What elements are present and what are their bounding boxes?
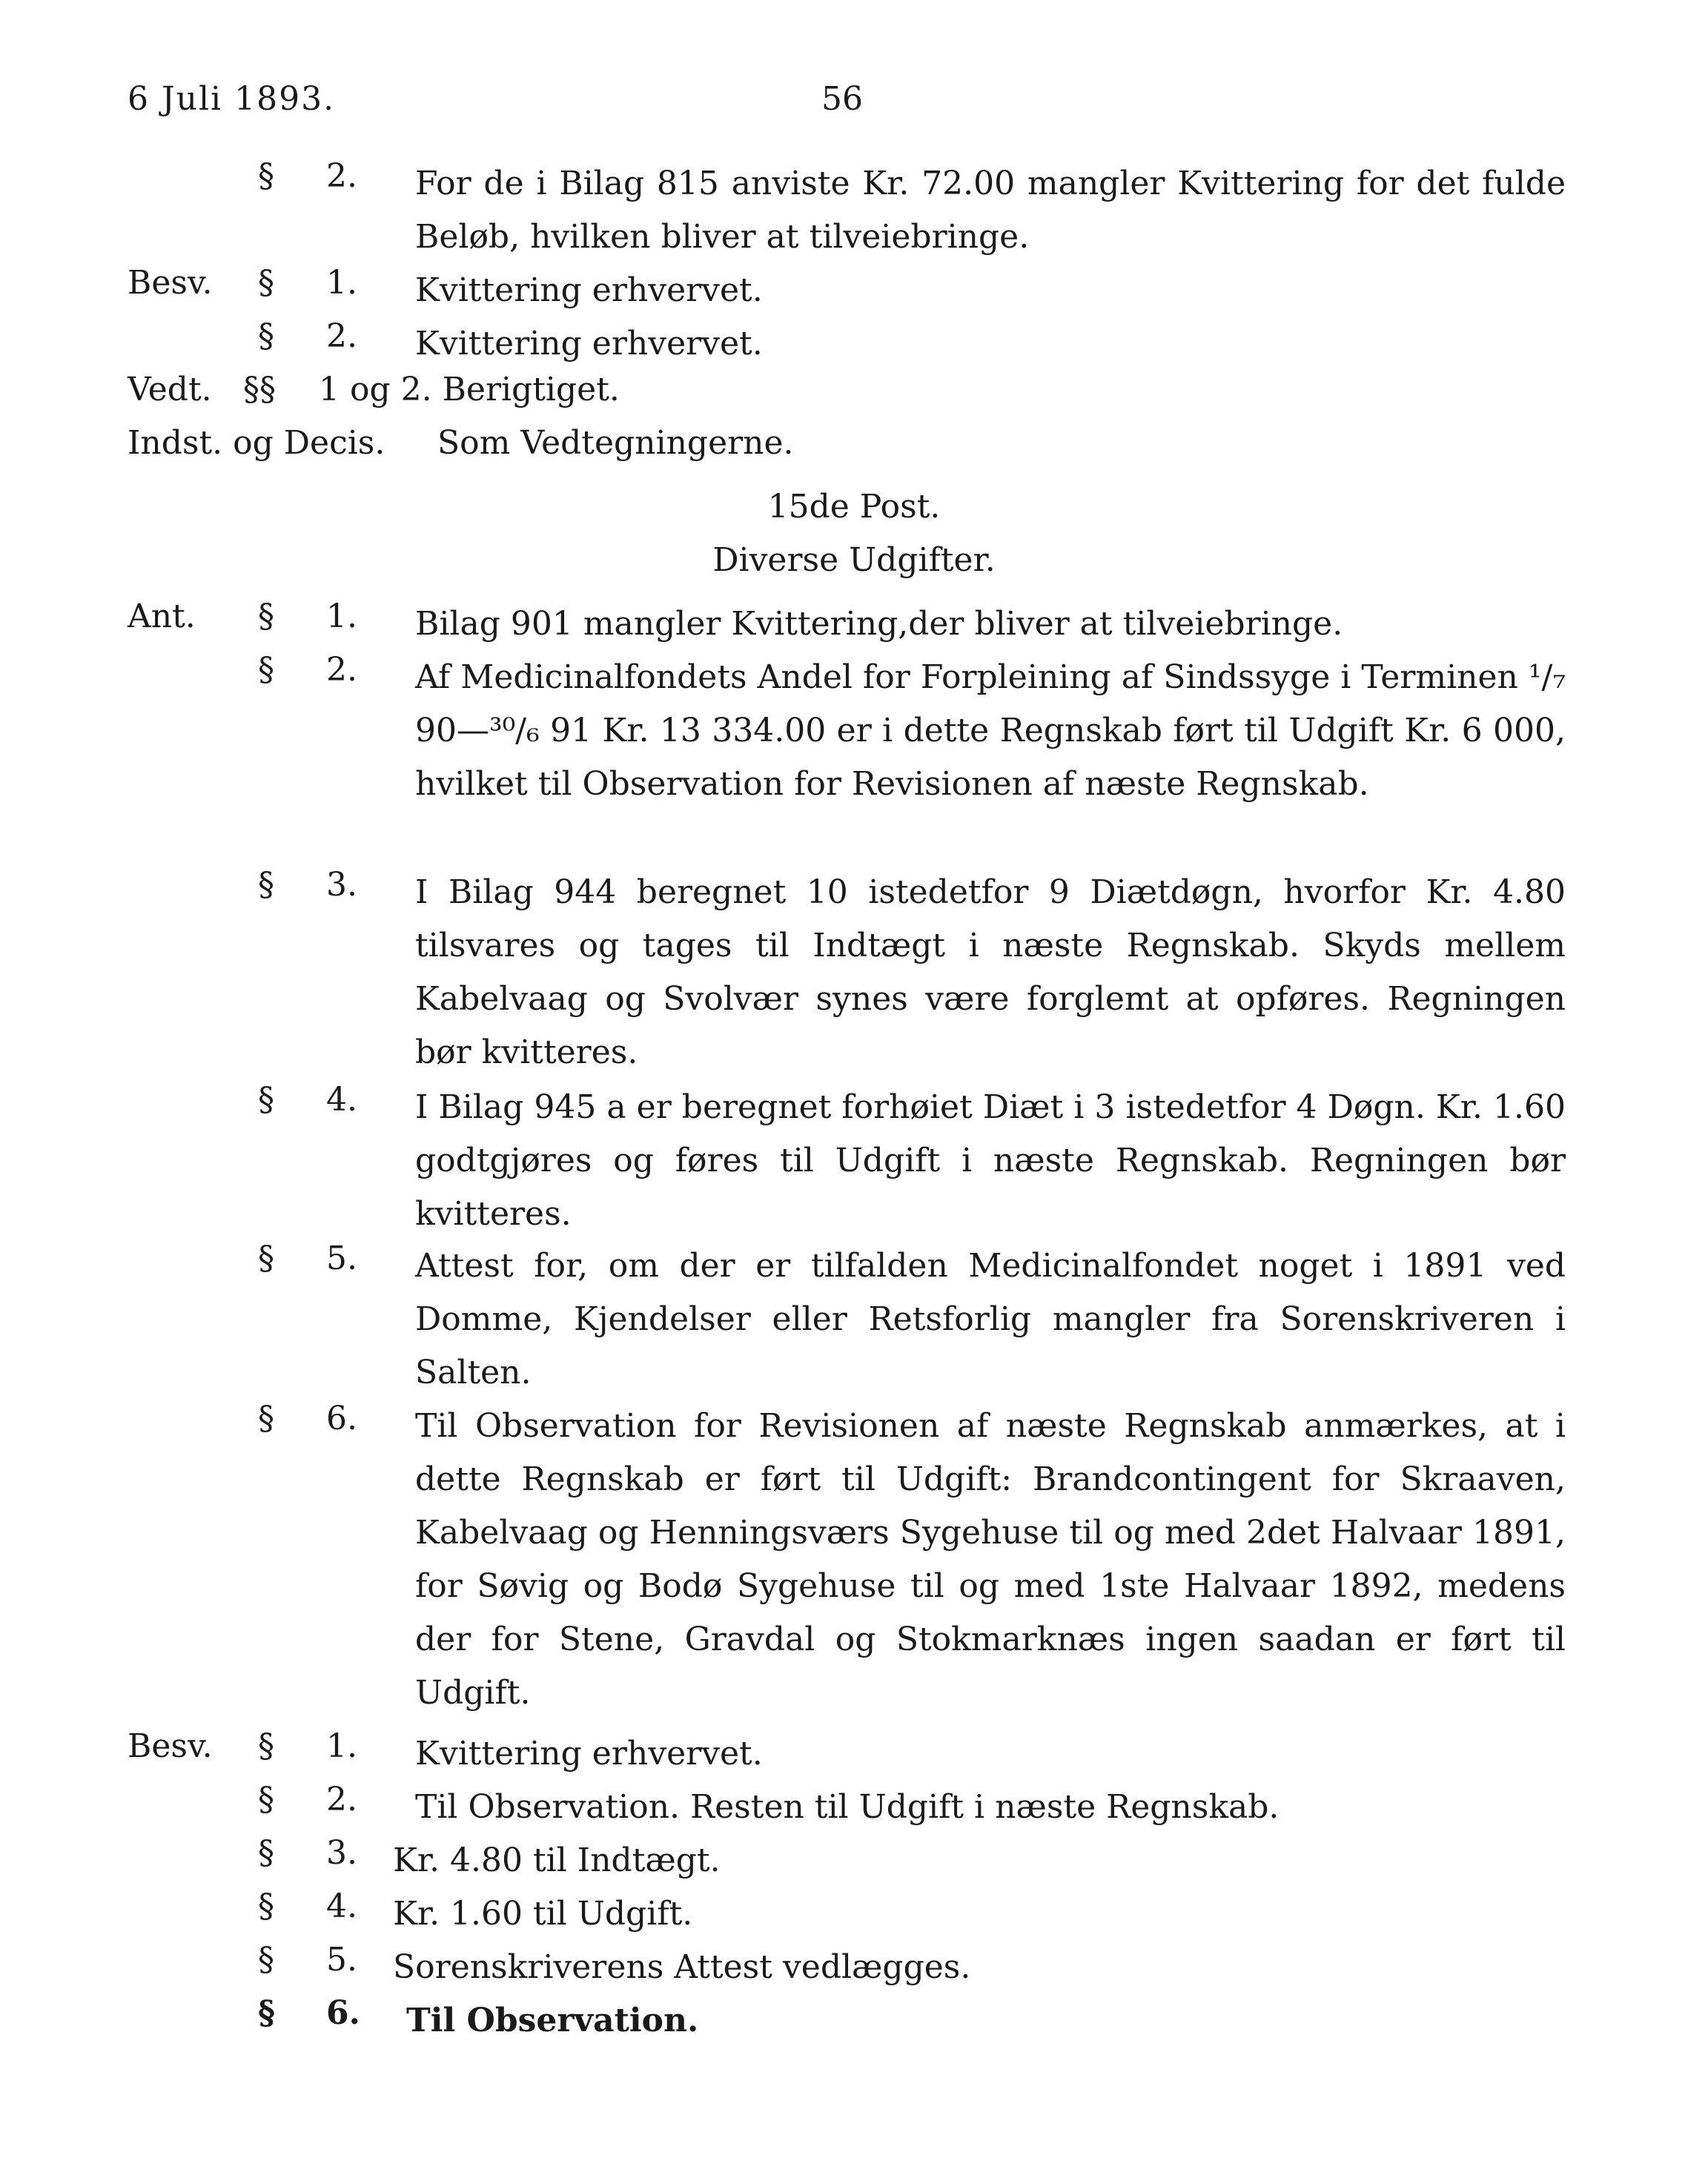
section-mark: § xyxy=(258,1941,274,1979)
item-number: 2. xyxy=(326,317,357,355)
section-mark: § xyxy=(258,1727,274,1765)
post-subtitle: Diverse Udgifter. xyxy=(712,541,996,579)
section-mark: §§ xyxy=(243,371,276,408)
item-tag: Indst. og Decis. xyxy=(128,424,385,462)
section-mark: § xyxy=(258,1400,274,1437)
item-text: I Bilag 945 a er beregnet forhøiet Diæt i 3 istedetfor 4 Døgn. Kr. 1.60 godtgjøres og føres til Udgift i næste Regnskab. Regningen bør kvitteres. xyxy=(415,1088,1566,1233)
item-number: 3. xyxy=(326,866,357,904)
section-mark: § xyxy=(258,264,274,302)
section-mark: § xyxy=(258,1240,274,1277)
section-mark: § xyxy=(258,317,274,355)
item-number: 5. xyxy=(326,1941,357,1979)
item-number: 6. xyxy=(326,1994,360,2032)
section-mark: § xyxy=(258,1887,274,1925)
section-mark: § xyxy=(258,598,274,635)
item-tag: Vedt. xyxy=(128,371,212,408)
item-number: 4. xyxy=(326,1887,357,1925)
item-text: For de i Bilag 815 anviste Kr. 72.00 mangler Kvittering for det fulde Beløb, hvilken bliver at tilveiebringe. xyxy=(415,165,1566,256)
item-number: 2. xyxy=(326,1781,357,1819)
item-text: Som Vedtegningerne. xyxy=(437,424,794,462)
section-mark: § xyxy=(258,1994,276,2032)
item-tag: Ant. xyxy=(128,598,196,635)
item-number: 5. xyxy=(326,1240,357,1277)
item-tag: Besv. xyxy=(128,264,213,302)
item-text: 1 og 2. Berigtiget. xyxy=(319,371,620,408)
section-mark: § xyxy=(258,1781,274,1819)
page-number: 56 xyxy=(821,80,863,118)
item-number: 6. xyxy=(326,1400,357,1437)
section-mark: § xyxy=(258,157,274,195)
section-mark: § xyxy=(258,651,274,689)
item-number: 1. xyxy=(326,264,357,302)
section-mark: § xyxy=(258,1081,274,1119)
item-text: Kr. 1.60 til Udgift. xyxy=(393,1895,693,1933)
section-mark: § xyxy=(258,866,274,904)
item-text: Til Observation. Resten til Udgift i næste Regnskab. xyxy=(415,1788,1280,1826)
item-text: Kr. 4.80 til Indtægt. xyxy=(393,1841,721,1879)
item-number: 1. xyxy=(326,598,357,635)
item-text: Kvittering erhvervet. xyxy=(415,325,763,363)
item-number: 2. xyxy=(326,157,357,195)
item-tag: Besv. xyxy=(128,1727,213,1765)
post-title: 15de Post. xyxy=(767,488,941,526)
item-number: 3. xyxy=(326,1834,357,1872)
item-text: Af Medicinalfondets Andel for Forpleining af Sindssyge i Terminen ¹/₇ 90—³⁰/₆ 91 Kr. 13 334.00 er i dette Regnskab ført til Udgift Kr. 6 000, hvilket til Observation for Revisionen af næste Regnskab. xyxy=(415,658,1566,803)
item-text: Bilag 901 mangler Kvittering,der bliver at tilveiebringe. xyxy=(415,605,1343,643)
section-mark: § xyxy=(258,1834,274,1872)
item-text: Kvittering erhvervet. xyxy=(415,271,763,309)
item-text: Sorenskriverens Attest vedlægges. xyxy=(393,1948,971,1986)
item-number: 4. xyxy=(326,1081,357,1119)
item-number: 1. xyxy=(326,1727,357,1765)
header-date: 6 Juli 1893. xyxy=(128,80,336,118)
item-text: I Bilag 944 beregnet 10 istedetfor 9 Diætdøgn, hvorfor Kr. 4.80 tilsvares og tages til Indtægt i næste Regnskab. Skyds mellem Kabelvaag og Svolvær synes være forglemt at opføres. Regningen bør kvitteres. xyxy=(415,873,1566,1071)
item-text: Til Observation for Revisionen af næste Regnskab anmærkes, at i dette Regnskab er ført til Udgift: Brandcontingent for Skraaven, Kabelvaag og Henningsværs Sygehuse til og med 2det Halvaar 1891, for Søvig og Bodø Sygehuse til og med 1ste Halvaar 1892, medens der for Stene, Gravdal og Stokmarknæs ingen saadan er ført til Udgift. xyxy=(415,1407,1566,1712)
item-text: Attest for, om der er tilfalden Medicinalfondet noget i 1891 ved Domme, Kjendelser eller Retsforlig mangler fra Sorenskriveren i Salten. xyxy=(415,1247,1566,1391)
item-number: 2. xyxy=(326,651,357,689)
item-text: Til Observation. xyxy=(406,2002,699,2039)
item-text: Kvittering erhvervet. xyxy=(415,1735,763,1773)
